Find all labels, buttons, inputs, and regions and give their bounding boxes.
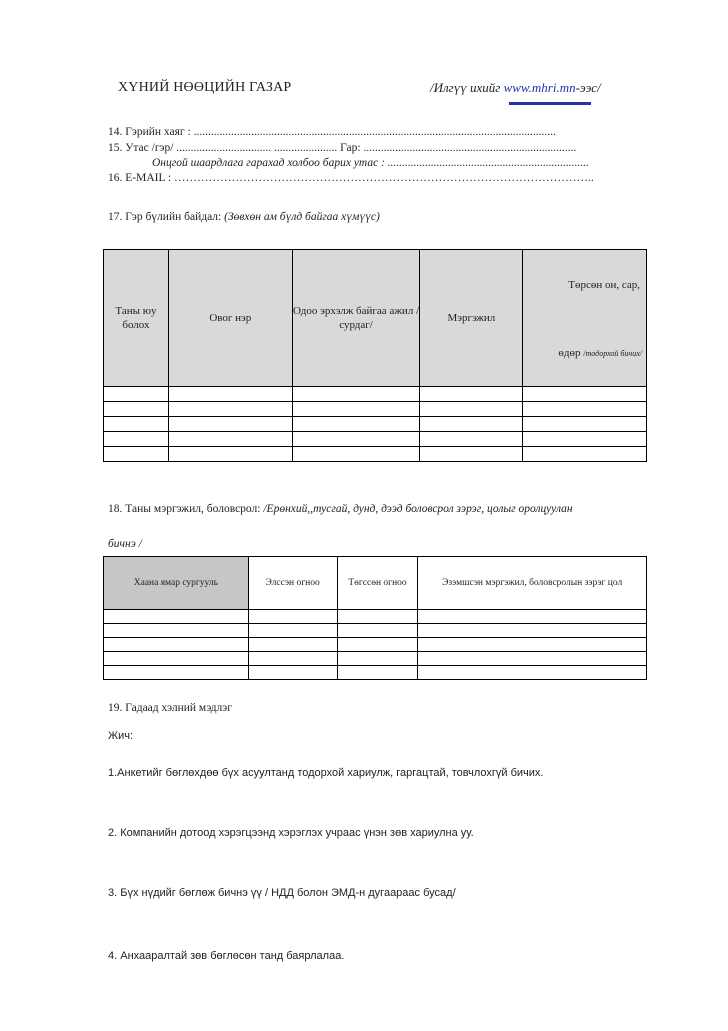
table-cell[interactable] xyxy=(337,666,418,680)
table-cell[interactable] xyxy=(523,447,647,462)
family-section-heading xyxy=(108,211,380,223)
table-row xyxy=(104,432,647,447)
table-cell[interactable] xyxy=(168,387,292,402)
phone-field[interactable]: 15. Утас /гэр/ ................................. ...................... Гар: .......................................................................... xyxy=(108,142,577,154)
family-col-name: Овог нэр xyxy=(168,250,292,387)
table-row xyxy=(104,387,647,402)
table-cell[interactable] xyxy=(104,387,169,402)
table-cell[interactable] xyxy=(337,610,418,624)
home-address-field[interactable]: 14. Гэрийн хаяг : .............................................................................................................................. xyxy=(108,126,556,138)
table-cell[interactable] xyxy=(418,610,647,624)
source-note-suffix: -ээс/ xyxy=(575,80,601,95)
note-item: 4. Анхааралтай зөв бөглөсөн танд баярлалаа. xyxy=(108,950,345,962)
education-section-label: 18. Таны мэргэжил, боловсрол: xyxy=(108,503,264,515)
table-cell[interactable] xyxy=(292,417,420,432)
table-cell[interactable] xyxy=(248,652,337,666)
education-section-hint: /Ерөнхий,,тусгай, дунд, дээд боловсрол зэрэг, цолыг оролцуулан xyxy=(263,503,573,515)
table-cell[interactable] xyxy=(337,638,418,652)
table-cell[interactable] xyxy=(292,447,420,462)
table-cell[interactable] xyxy=(418,666,647,680)
family-table-header-row xyxy=(104,250,647,387)
education-table-header-row xyxy=(104,557,647,610)
table-cell[interactable] xyxy=(248,638,337,652)
table-cell[interactable] xyxy=(168,432,292,447)
note-item: 1.Анкетийг бөглөхдөө бүх асуултанд тодорхой хариулж, гаргацтай, товчлохгүй бичих. xyxy=(108,767,544,779)
source-note xyxy=(430,80,601,96)
family-col-profession: Мэргэжил xyxy=(420,250,523,387)
family-section-label: 17. Гэр бүлийн байдал: xyxy=(108,211,225,223)
table-cell[interactable] xyxy=(420,432,523,447)
table-row xyxy=(104,638,647,652)
table-cell[interactable] xyxy=(104,652,249,666)
birthdate-label-day: өдөр xyxy=(558,347,581,359)
education-section-hint-cont: бичнэ / xyxy=(108,538,142,550)
education-col-school: Хаана ямар сургууль xyxy=(104,557,249,610)
table-cell[interactable] xyxy=(418,652,647,666)
link-underline-bar xyxy=(509,102,591,105)
education-section-heading xyxy=(108,503,573,515)
family-col-birthdate xyxy=(523,250,647,387)
family-col-work: Одоо эрхэлж байгаа ажил /сурдаг/ xyxy=(292,250,420,387)
table-cell[interactable] xyxy=(104,666,249,680)
table-cell[interactable] xyxy=(168,402,292,417)
education-col-degree: Эзэмшсэн мэргэжил, боловсролын зэрэг цол xyxy=(418,557,647,610)
table-row xyxy=(104,447,647,462)
source-note-prefix: /Илгүү ихийг xyxy=(430,80,504,95)
table-cell[interactable] xyxy=(418,624,647,638)
table-cell[interactable] xyxy=(248,666,337,680)
family-section-hint: (Зөвхөн ам бүлд байгаа хүмүүс) xyxy=(224,211,380,223)
table-cell[interactable] xyxy=(168,447,292,462)
birthdate-label-top: Төрсөн он, сар, xyxy=(568,279,640,291)
source-link[interactable]: www.mhri.mn xyxy=(503,80,576,95)
education-col-start: Элссэн огноо xyxy=(248,557,337,610)
table-cell[interactable] xyxy=(420,387,523,402)
table-cell[interactable] xyxy=(292,402,420,417)
page-title: ХҮНИЙ НӨӨЦИЙН ГАЗАР xyxy=(118,80,292,95)
table-cell[interactable] xyxy=(292,432,420,447)
table-cell[interactable] xyxy=(104,402,169,417)
note-item: 2. Компанийн дотоод хэрэгцээнд хэрэглэх учраас үнэн зөв хариулна уу. xyxy=(108,827,474,839)
table-cell[interactable] xyxy=(168,417,292,432)
table-row xyxy=(104,652,647,666)
table-row xyxy=(104,610,647,624)
table-cell[interactable] xyxy=(104,417,169,432)
notes-title: Жич: xyxy=(108,730,134,742)
table-row xyxy=(104,624,647,638)
note-item: 3. Бүх нүдийг бөглөж бичнэ үү / НДД болон ЭМД-н дугаараас бусад/ xyxy=(108,887,456,899)
email-field[interactable]: 16. E-MAIL : ……………………………………………………………………………………………….. xyxy=(108,172,594,184)
table-cell[interactable] xyxy=(523,417,647,432)
table-cell[interactable] xyxy=(104,447,169,462)
birthdate-hint: /тодорхой бичих/ xyxy=(583,349,642,358)
education-col-end: Төгссөн огноо xyxy=(337,557,418,610)
family-table xyxy=(103,249,647,462)
table-cell[interactable] xyxy=(104,638,249,652)
table-cell[interactable] xyxy=(418,638,647,652)
table-cell[interactable] xyxy=(104,610,249,624)
table-cell[interactable] xyxy=(337,652,418,666)
family-col-relation: Таны юу болох xyxy=(104,250,169,387)
table-cell[interactable] xyxy=(292,387,420,402)
table-cell[interactable] xyxy=(248,610,337,624)
birthdate-label-bottom xyxy=(558,346,642,360)
emergency-phone-field[interactable]: Онцгой шаардлага гарахад холбоо барих утас : ...................................................................... xyxy=(152,157,590,169)
table-cell[interactable] xyxy=(104,432,169,447)
education-table xyxy=(103,556,647,680)
table-row xyxy=(104,417,647,432)
table-cell[interactable] xyxy=(420,402,523,417)
table-cell[interactable] xyxy=(420,447,523,462)
table-cell[interactable] xyxy=(337,624,418,638)
table-cell[interactable] xyxy=(523,387,647,402)
language-section-heading: 19. Гадаад хэлний мэдлэг xyxy=(108,702,232,714)
table-cell[interactable] xyxy=(248,624,337,638)
table-cell[interactable] xyxy=(523,432,647,447)
table-cell[interactable] xyxy=(104,624,249,638)
table-row xyxy=(104,666,647,680)
table-row xyxy=(104,402,647,417)
table-cell[interactable] xyxy=(523,402,647,417)
table-cell[interactable] xyxy=(420,417,523,432)
